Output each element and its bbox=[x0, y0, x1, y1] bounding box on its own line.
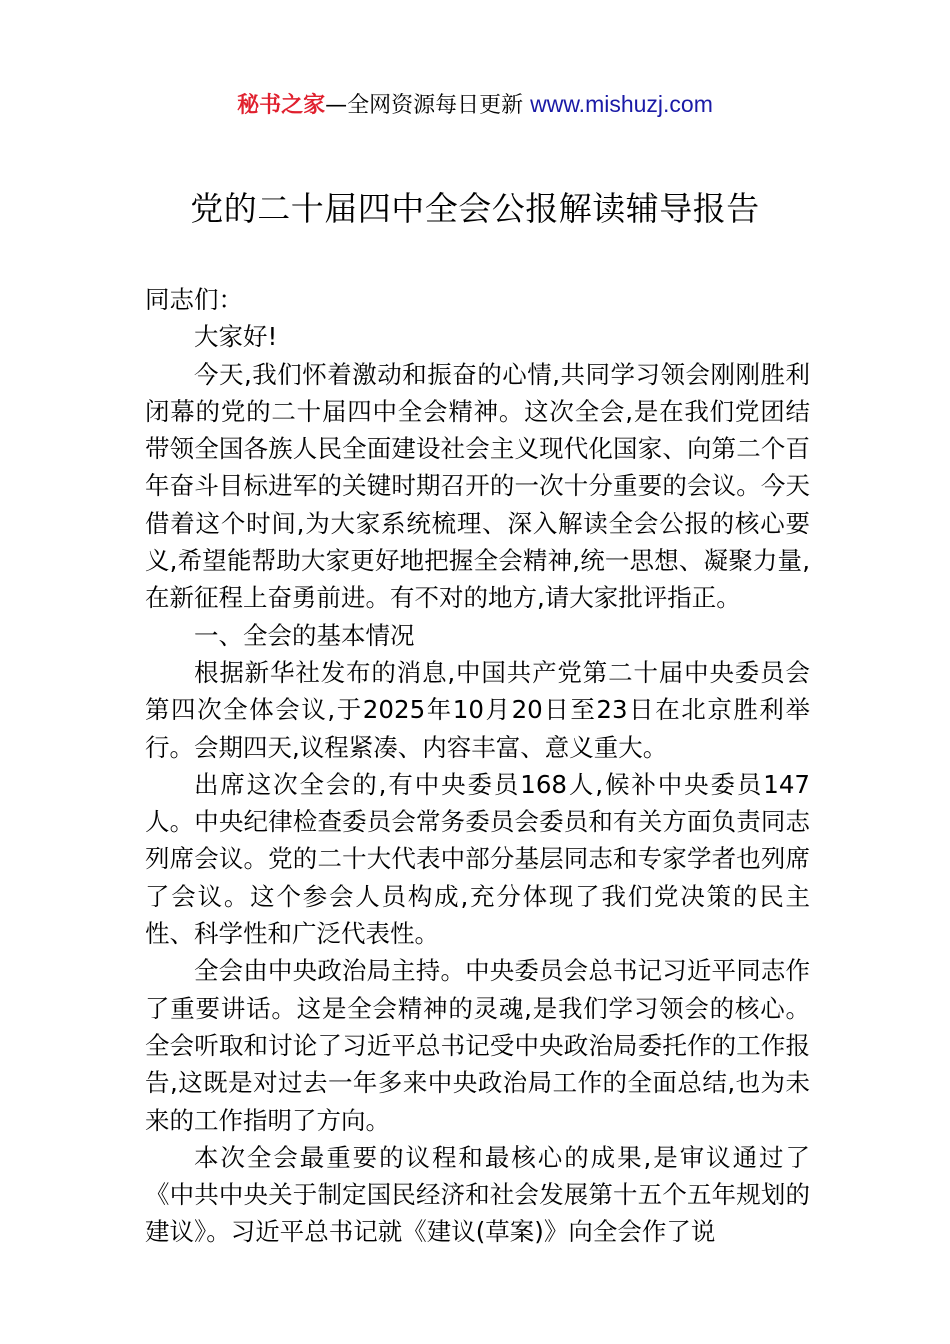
paragraph-main-agenda: 本次全会最重要的议程和最核心的成果,是审议通过了《中共中央关于制定国民经济和社会发展第十五个五年规划的建议》。习近平总书记就《建议(草案)》向全会作了说 bbox=[145, 1142, 810, 1247]
paragraph-intro: 今天,我们怀着激动和振奋的心情,共同学习领会刚刚胜利闭幕的党的二十届四中全会精神。这次全会,是在我们党团结带领全国各族人民全面建设社会主义现代化国家、向第二个百年奋斗目标进军的关键时期召开的一次十分重要的会议。今天借着这个时间,为大家系统梳理、深入解读全会公报的核心要义,希望能帮助大家更好地把握全会精神,统一思想、凝聚力量,在新征程上奋勇前进。有不对的地方,请大家批评指正。 bbox=[145, 359, 810, 613]
header-tagline: —全网资源每日更新 bbox=[325, 93, 531, 118]
document-body bbox=[145, 281, 810, 1251]
paragraph-greeting: 大家好! bbox=[194, 322, 278, 352]
site-header bbox=[0, 88, 950, 122]
paragraph-presiding: 全会由中央政治局主持。中央委员会总书记习近平同志作了重要讲话。这是全会精神的灵魂,是我们学习领会的核心。全会听取和讨论了习近平总书记受中央政治局委托作的工作报告,这既是对过去一年多来中央政治局工作的全面总结,也为未来的工作指明了方向。 bbox=[145, 956, 810, 1135]
paragraph-meeting-info: 根据新华社发布的消息,中国共产党第二十届中央委员会第四次全体会议,于2025年10月20日至23日在北京胜利举行。会期四天,议程紧凑、内容丰富、意义重大。 bbox=[145, 657, 810, 762]
brand-name: 秘书之家 bbox=[237, 93, 326, 118]
document-title: 党的二十届四中全会公报解读辅导报告 bbox=[190, 189, 760, 228]
site-url-link[interactable]: www.mishuzj.com bbox=[530, 91, 713, 117]
section-heading: 一、全会的基本情况 bbox=[194, 620, 415, 650]
salutation: 同志们： bbox=[145, 285, 243, 314]
paragraph-attendees: 出席这次全会的,有中央委员168人,候补中央委员147人。中央纪律检查委员会常务委员会委员和有关方面负责同志列席会议。党的二十大代表中部分基层同志和专家学者也列席了会议。这个参会人员构成,充分体现了我们党决策的民主性、科学性和广泛代表性。 bbox=[145, 769, 810, 949]
